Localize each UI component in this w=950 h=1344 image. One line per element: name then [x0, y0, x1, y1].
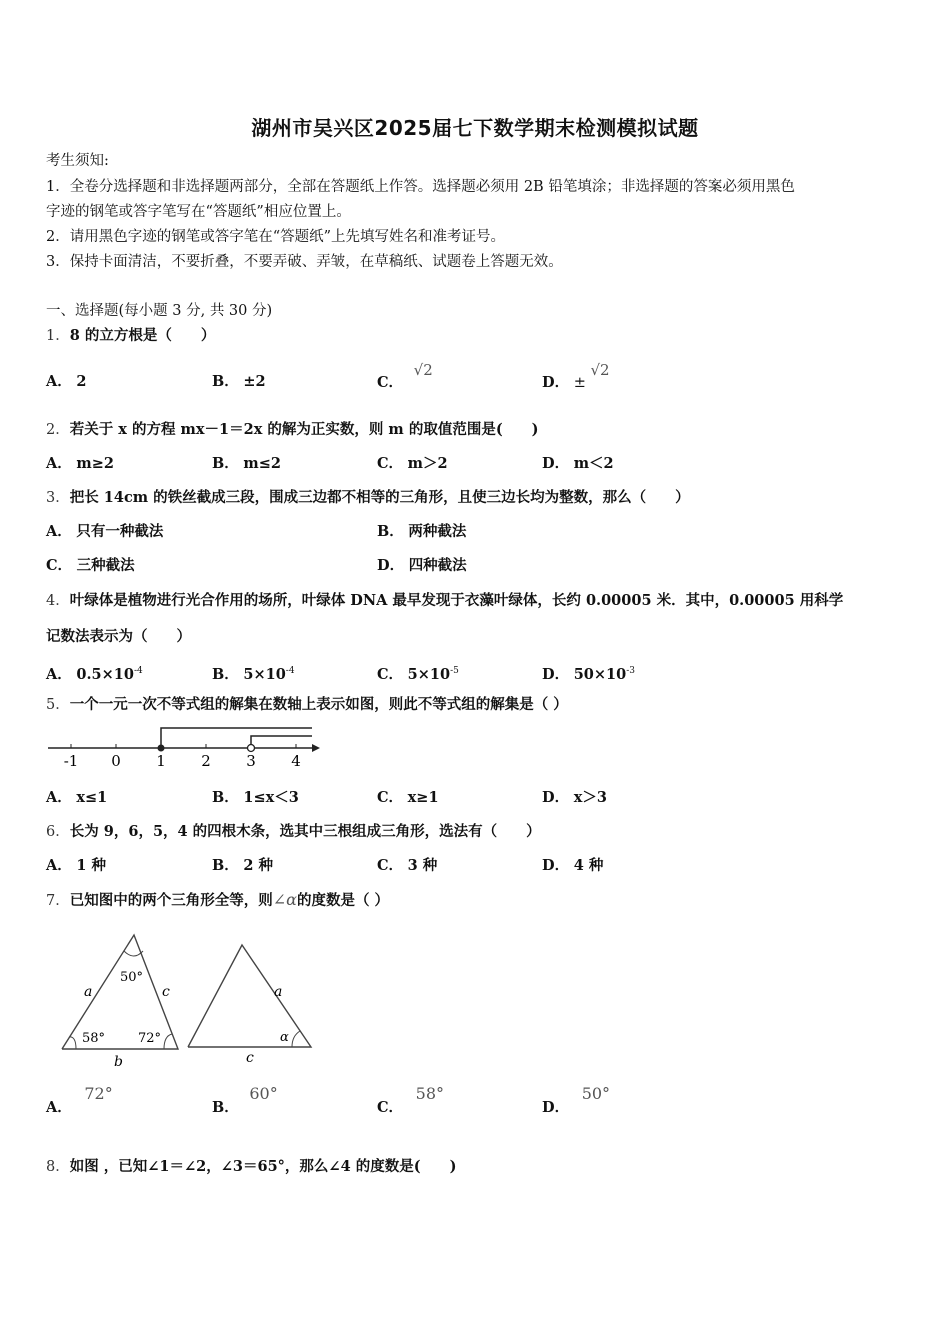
q7-option-b[interactable]: B． 60° — [212, 1084, 278, 1116]
solution-ray-2 — [251, 736, 312, 748]
notice-item-3: 3．保持卡面清洁，不要折叠，不要弄破、弄皱，在草稿纸、试题卷上答题无效。 — [46, 254, 563, 270]
triangle-2 — [188, 945, 311, 1066]
q3-option-d[interactable]: D． 四种截法 — [377, 557, 467, 574]
question-text-1: 叶绿体是植物进行光合作用的场所，叶绿体 DNA 最早发现于衣藻叶绿体，长约 0.00005 米．其中，0.00005 用科学 — [69, 592, 844, 609]
side-label: b — [114, 1054, 123, 1070]
open-dot — [248, 745, 255, 752]
q6-option-b[interactable]: B． 2 种 — [212, 857, 274, 874]
question-text: 长为 9，6，5，4 的四根木条，选其中三根组成三角形，选法有（ ） — [69, 823, 541, 840]
solution-ray-1 — [161, 728, 312, 748]
question-8: 8．如图 ，已知∠1＝∠2，∠3＝65°，那么∠4 的度数是( ) — [46, 1158, 457, 1175]
angle-alpha-symbol: ∠α — [272, 890, 297, 909]
number-line-figure — [44, 724, 324, 772]
sqrt-expression: √2 — [590, 361, 610, 379]
q5-option-b[interactable]: B． 1≤x＜3 — [212, 789, 299, 806]
question-number: 1． — [46, 328, 70, 344]
question-6: 6．长为 9，6，5，4 的四根木条，选其中三根组成三角形，选法有（ ） — [46, 823, 541, 840]
question-text: 若关于 x 的方程 mx－1＝2x 的解为正实数，则 m 的取值范围是( ) — [69, 421, 539, 438]
question-text-2: 记数法表示为（ ） — [46, 628, 191, 645]
tick-label: 1 — [156, 752, 166, 770]
angle-label: 72° — [138, 1031, 162, 1046]
tick-label: 3 — [246, 752, 256, 770]
q5-option-c[interactable]: C． x≥1 — [377, 789, 439, 806]
q6-option-d[interactable]: D． 4 种 — [542, 857, 604, 874]
notice-item-1a: 1．全卷分选择题和非选择题两部分，全部在答题纸上作答。选择题必须用 2B 铅笔填涂；非选择题的答案必须用黑色 — [46, 179, 795, 195]
notice-heading: 考生须知: — [46, 153, 109, 169]
question-text: 把长 14cm 的铁丝截成三段，围成三边都不相等的三角形，且使三边长均为整数，那么（ ） — [69, 489, 690, 506]
question-text: 8 的立方根是（ ） — [69, 327, 216, 344]
q6-option-c[interactable]: C． 3 种 — [377, 857, 438, 874]
tick-label: 0 — [111, 752, 121, 770]
angle-arc — [292, 1031, 300, 1047]
q5-option-a[interactable]: A． x≤1 — [46, 789, 108, 806]
q1-option-c[interactable]: C． √2 — [377, 361, 433, 391]
q2-option-c[interactable]: C． m＞2 — [377, 455, 448, 472]
q3-option-b[interactable]: B． 两种截法 — [377, 523, 467, 540]
tick-label: -1 — [63, 752, 79, 770]
q7-option-c[interactable]: C． 58° — [377, 1084, 445, 1116]
question-1 — [46, 326, 215, 346]
triangle-1 — [62, 935, 178, 1070]
question-7: 7．已知图中的两个三角形全等，则∠α的度数是（ ） — [46, 890, 390, 909]
angle-label: α — [280, 1030, 289, 1045]
question-2: 2．若关于 x 的方程 mx－1＝2x 的解为正实数，则 m 的取值范围是( ) — [46, 421, 539, 438]
q4-option-c[interactable]: C． $5\times 10^{-5}$ — [377, 666, 459, 683]
question-4: 4．叶绿体是植物进行光合作用的场所，叶绿体 DNA 最早发现于衣藻叶绿体，长约 0.00005 米．其中，0.00005 用科学 — [46, 592, 844, 609]
section-heading: 一、选择题(每小题 3 分, 共 30 分) — [46, 303, 273, 319]
q1-option-a[interactable]: A． 2 — [46, 373, 87, 390]
side-label: a — [274, 984, 283, 1000]
q5-option-d[interactable]: D． x＞3 — [542, 789, 607, 806]
q1-option-b[interactable]: B． ±2 — [212, 373, 266, 390]
question-3: 3．把长 14cm 的铁丝截成三段，围成三边都不相等的三角形，且使三边长均为整数，那么（ ） — [46, 489, 690, 506]
notice-item-1b: 字迹的钢笔或答字笔写在“答题纸”相应位置上。 — [46, 204, 351, 220]
q6-option-a[interactable]: A． 1 种 — [46, 857, 107, 874]
angle-label: 58° — [82, 1031, 106, 1046]
q3-option-c[interactable]: C． 三种截法 — [46, 557, 135, 574]
q4-option-b[interactable]: B． $5\times 10^{-4}$ — [212, 666, 295, 683]
notice-item-2: 2．请用黑色字迹的钢笔或答字笔在“答题纸”上先填写姓名和准考证号。 — [46, 229, 506, 245]
sqrt-expression: √2 — [413, 361, 433, 379]
page-title: 湖州市吴兴区2025届七下数学期末检测模拟试题 — [251, 116, 699, 140]
q4-option-a[interactable]: A． $0.5\times 10^{-4}$ — [46, 666, 143, 683]
side-label: c — [246, 1050, 254, 1066]
side-label: c — [162, 984, 170, 1000]
tick-label: 2 — [201, 752, 211, 770]
triangle-2-edges — [188, 945, 311, 1047]
angle-arc — [69, 1037, 76, 1049]
q1-option-d[interactable]: D． ± √2 — [542, 361, 610, 391]
question-text: 一个一元一次不等式组的解集在数轴上表示如图，则此不等式组的解集是（ ） — [69, 696, 568, 713]
axis-arrow — [312, 744, 320, 752]
question-text: 如图 ，已知∠1＝∠2，∠3＝65°，那么∠4 的度数是( ) — [69, 1158, 457, 1175]
q7-option-a[interactable]: A． 72° — [46, 1084, 113, 1116]
q4-option-d[interactable]: D． $50\times 10^{-3}$ — [542, 666, 635, 683]
tick-label: 4 — [291, 752, 301, 770]
question-5: 5．一个一元一次不等式组的解集在数轴上表示如图，则此不等式组的解集是（ ） — [46, 696, 568, 713]
angle-label: 50° — [120, 970, 144, 985]
q2-option-b[interactable]: B． m≤2 — [212, 455, 281, 472]
q2-option-d[interactable]: D． m＜2 — [542, 455, 614, 472]
angle-arc — [164, 1034, 172, 1049]
congruent-triangles-figure — [56, 928, 326, 1070]
q2-option-a[interactable]: A． m≥2 — [46, 455, 114, 472]
q7-option-d[interactable]: D． 50° — [542, 1084, 611, 1116]
q3-option-a[interactable]: A． 只有一种截法 — [46, 523, 164, 540]
side-label: a — [84, 984, 93, 1000]
closed-dot — [158, 745, 165, 752]
question-4-cont — [46, 627, 191, 647]
